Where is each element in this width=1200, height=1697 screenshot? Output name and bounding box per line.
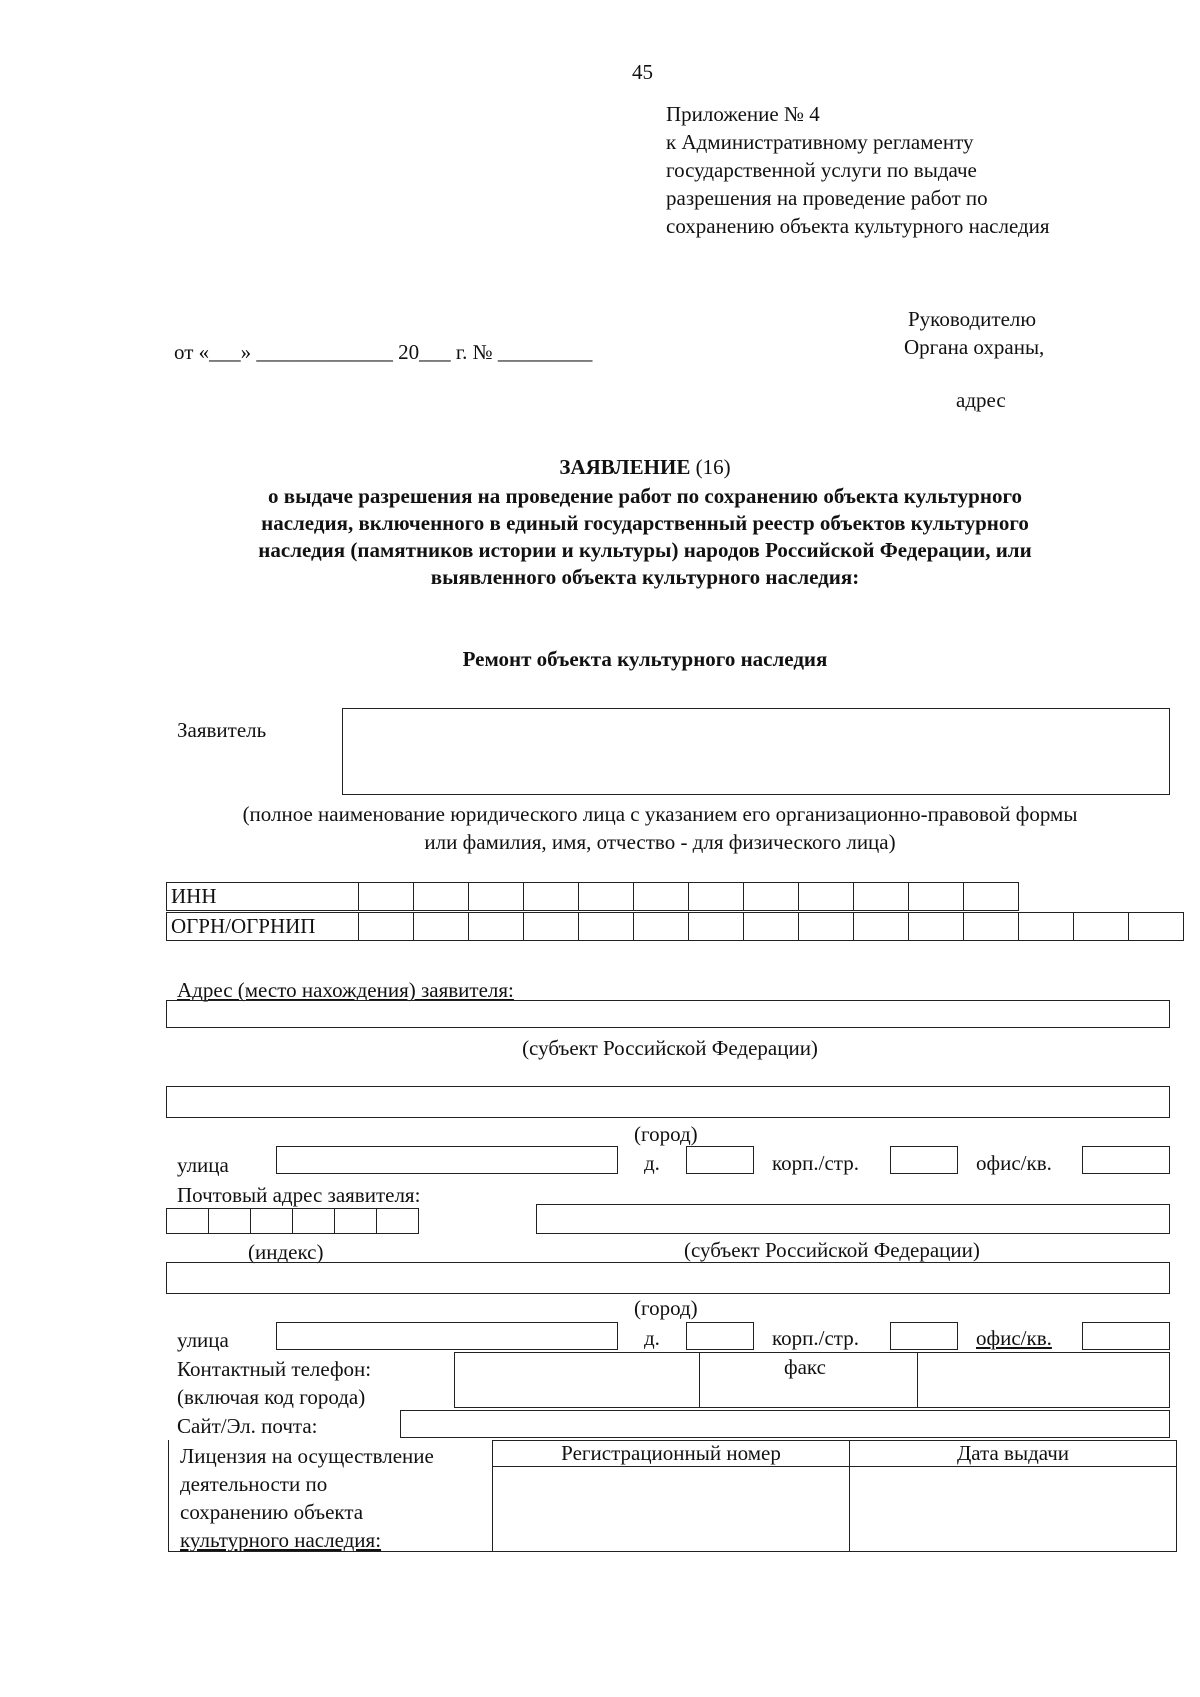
- ogrn-digit-cell[interactable]: [1019, 913, 1074, 941]
- license-table: [492, 1440, 1177, 1552]
- recipient-address: адрес: [956, 388, 1006, 412]
- inn-digit-cell[interactable]: [964, 883, 1019, 911]
- license-label-line: сохранению объекта: [180, 1500, 364, 1524]
- appendix-line: разрешения на проведение работ по: [666, 186, 988, 210]
- postal-index-row: [167, 1209, 419, 1234]
- fax-label: факс: [784, 1355, 826, 1379]
- inn-table: [166, 882, 1019, 911]
- index-digit-cell[interactable]: [377, 1209, 419, 1234]
- page-number: 45: [632, 60, 653, 84]
- ogrn-digit-cell[interactable]: [1074, 913, 1129, 941]
- site-label: Сайт/Эл. почта:: [177, 1414, 318, 1438]
- inn-digit-cell[interactable]: [414, 883, 469, 911]
- inn-digit-cell[interactable]: [909, 883, 964, 911]
- title-note: (16): [695, 455, 731, 479]
- ogrn-digit-cell[interactable]: [689, 913, 744, 941]
- date-number-line[interactable]: от «___» _____________ 20___ г. № _________: [174, 340, 593, 364]
- license-label-line: деятельности по: [180, 1472, 328, 1496]
- fax-label-cell: [700, 1352, 918, 1408]
- postal-street-field[interactable]: [276, 1322, 618, 1350]
- building-field[interactable]: [890, 1146, 958, 1174]
- inn-digit-cell[interactable]: [854, 883, 909, 911]
- address-city-hint: (город): [634, 1122, 698, 1146]
- postal-city-hint: (город): [634, 1296, 698, 1320]
- ogrn-label: ОГРН/ОГРНИП: [167, 913, 359, 941]
- address-label: Адрес (место нахождения) заявителя:: [177, 978, 514, 1002]
- index-digit-cell[interactable]: [167, 1209, 209, 1234]
- inn-digit-cell[interactable]: [469, 883, 524, 911]
- phone-label: [177, 1355, 371, 1411]
- index-digit-cell[interactable]: [209, 1209, 251, 1234]
- postal-house-field[interactable]: [686, 1322, 754, 1350]
- ogrn-digit-cell[interactable]: [744, 913, 799, 941]
- postal-office-label: офис/кв.: [976, 1326, 1052, 1350]
- ogrn-digit-cell[interactable]: [799, 913, 854, 941]
- license-header-row: [493, 1441, 1177, 1467]
- reg-number-field[interactable]: [493, 1467, 850, 1552]
- title-line: о выдаче разрешения на проведение работ по сохранению объекта культурного: [268, 484, 1022, 508]
- index-digit-cell[interactable]: [293, 1209, 335, 1234]
- index-digit-cell[interactable]: [251, 1209, 293, 1234]
- appendix-block: [666, 100, 1050, 240]
- title-main: ЗАЯВЛЕНИЕ: [559, 455, 691, 479]
- inn-digit-cell[interactable]: [799, 883, 854, 911]
- phone-label-line: Контактный телефон:: [177, 1357, 372, 1381]
- title-line: выявленного объекта культурного наследия:: [430, 565, 860, 589]
- document-title: [150, 455, 1140, 480]
- address-subject-field[interactable]: [166, 1000, 1170, 1028]
- inn-digit-cell[interactable]: [744, 883, 799, 911]
- license-value-row: [493, 1467, 1177, 1552]
- title-line: наследия (памятников истории и культуры) народов Российской Федерации, или: [258, 538, 1032, 562]
- phone-label-line: (включая код города): [177, 1385, 366, 1409]
- ogrn-digit-cell[interactable]: [469, 913, 524, 941]
- applicant-hint-line: или фамилия, имя, отчество - для физического лица): [424, 830, 896, 854]
- ogrn-digit-cell[interactable]: [909, 913, 964, 941]
- inn-label: ИНН: [167, 883, 359, 911]
- street-label: улица: [177, 1153, 229, 1177]
- license-label-line: культурного наследия:: [180, 1528, 382, 1552]
- address-city-field[interactable]: [166, 1086, 1170, 1118]
- address-subject-hint: (субъект Российской Федерации): [522, 1036, 818, 1060]
- ogrn-digit-cell[interactable]: [634, 913, 689, 941]
- applicant-name-field[interactable]: [342, 708, 1170, 795]
- inn-row: [167, 883, 1019, 911]
- postal-building-label: корп./стр.: [772, 1326, 859, 1350]
- site-email-field[interactable]: [400, 1410, 1170, 1438]
- title-description: [140, 483, 1150, 591]
- index-digit-cell[interactable]: [335, 1209, 377, 1234]
- postal-house-label: д.: [644, 1326, 660, 1350]
- postal-street-label: улица: [177, 1328, 229, 1352]
- appendix-line: к Административному регламенту: [666, 130, 974, 154]
- postal-subject-field[interactable]: [536, 1204, 1170, 1234]
- applicant-hint: [160, 800, 1160, 856]
- postal-office-field[interactable]: [1082, 1322, 1170, 1350]
- ogrn-table: [166, 912, 1184, 941]
- fax-field[interactable]: [917, 1352, 1170, 1408]
- house-label: д.: [644, 1151, 660, 1175]
- postal-index-table: [166, 1208, 419, 1234]
- applicant-label: Заявитель: [177, 718, 267, 742]
- postal-subject-hint: (субъект Российской Федерации): [684, 1238, 980, 1262]
- appendix-line: сохранению объекта культурного наследия: [666, 214, 1050, 238]
- office-field[interactable]: [1082, 1146, 1170, 1174]
- reg-number-header: Регистрационный номер: [493, 1441, 850, 1467]
- postal-city-field[interactable]: [166, 1262, 1170, 1294]
- applicant-hint-line: (полное наименование юридического лица с указанием его организационно-правовой формы: [242, 802, 1078, 826]
- title-line: наследия, включенного в единый государственный реестр объектов культурного: [261, 511, 1029, 535]
- appendix-line: Приложение № 4: [666, 102, 820, 126]
- ogrn-digit-cell[interactable]: [414, 913, 469, 941]
- license-label-line: Лицензия на осуществление: [180, 1444, 434, 1468]
- office-label: офис/кв.: [976, 1151, 1052, 1175]
- ogrn-digit-cell[interactable]: [579, 913, 634, 941]
- inn-digit-cell[interactable]: [579, 883, 634, 911]
- inn-digit-cell[interactable]: [524, 883, 579, 911]
- inn-digit-cell[interactable]: [689, 883, 744, 911]
- ogrn-digit-cell[interactable]: [854, 913, 909, 941]
- ogrn-digit-cell[interactable]: [524, 913, 579, 941]
- recipient-title: Руководителю: [908, 307, 1037, 331]
- ogrn-digit-cell[interactable]: [1129, 913, 1184, 941]
- street-field[interactable]: [276, 1146, 618, 1174]
- postal-index-hint: (индекс): [248, 1240, 324, 1264]
- inn-digit-cell[interactable]: [359, 883, 414, 911]
- building-label: корп./стр.: [772, 1151, 859, 1175]
- ogrn-digit-cell[interactable]: [964, 913, 1019, 941]
- ogrn-row: [167, 913, 1184, 941]
- house-field[interactable]: [686, 1146, 754, 1174]
- issue-date-header: Дата выдачи: [850, 1441, 1177, 1467]
- inn-digit-cell[interactable]: [634, 883, 689, 911]
- work-type-subtitle: Ремонт объекта культурного наследия: [462, 647, 828, 671]
- postal-building-field[interactable]: [890, 1322, 958, 1350]
- postal-label: Почтовый адрес заявителя:: [177, 1183, 421, 1207]
- ogrn-digit-cell[interactable]: [359, 913, 414, 941]
- phone-field[interactable]: [454, 1352, 700, 1408]
- appendix-line: государственной услуги по выдаче: [666, 158, 977, 182]
- license-label: [180, 1442, 434, 1554]
- issue-date-field[interactable]: [850, 1467, 1177, 1552]
- recipient-organ: Органа охраны,: [904, 335, 1045, 359]
